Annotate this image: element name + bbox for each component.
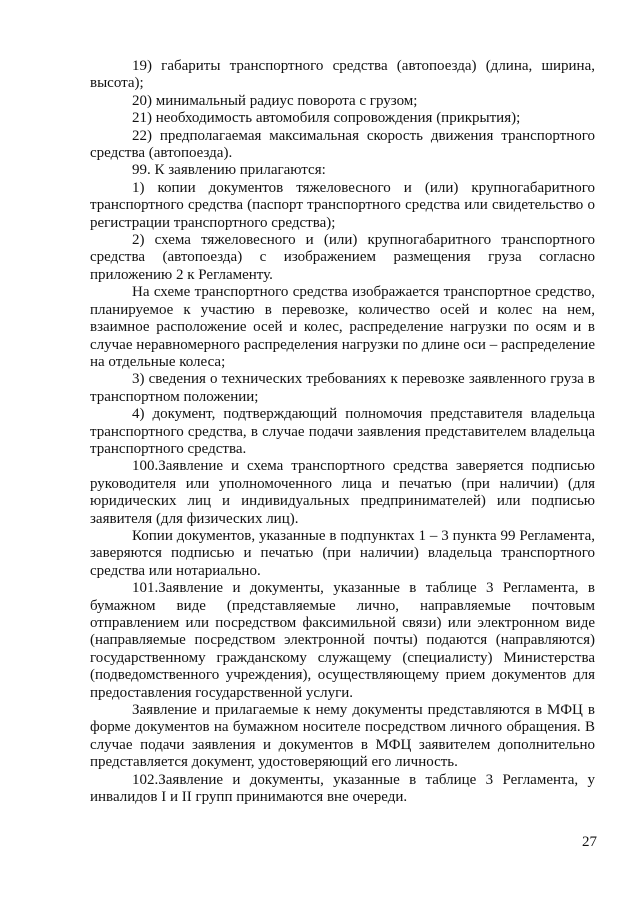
paragraph-attachment-1: 1) копии документов тяжеловесного и (или) крупногабаритного транспортного средства (паспорт транспортного средства или свидетельство о регистрации транспортного средства);	[90, 179, 595, 231]
paragraph-item-20: 20) минимальный радиус поворота с грузом;	[132, 92, 418, 109]
paragraph-scheme-description: На схеме транспортного средства изображается транспортное средство, планируемое к участию в перевозке, количество осей и колес на нем, взаимное расположение осей и колес, распределение нагрузки по осям и в случае неравномерного распределения нагрузки по длине оси – распределение на отдельные колеса;	[90, 284, 595, 370]
paragraph-item-21: 21) необходимость автомобиля сопровождения (прикрытия);	[132, 110, 521, 127]
paragraph-copies-certification: Копии документов, указанные в подпунктах 1 – 3 пункта 99 Регламента, заверяются подписью и печатью (при наличии) владельца транспортного средства или нотариально.	[90, 527, 595, 579]
page-number: 27	[582, 834, 597, 850]
paragraph-attachment-4: 4) документ, подтверждающий полномочия представителя владельца транспортного средства, в случае подачи заявления представителем владельца транспортного средства.	[90, 406, 595, 457]
paragraph-clause-99: 99. К заявлению прилагаются:	[132, 162, 326, 179]
paragraph-mfc-submission: Заявление и прилагаемые к нему документы представляются в МФЦ в форме документов на бумажном носителе посредством личного обращения. В случае подачи заявления и документов в МФЦ заявителем дополнительно представляется документ, удостоверяющий его личность.	[90, 702, 595, 771]
paragraph-clause-100: 100.Заявление и схема транспортного средства заверяется подписью руководителя или уполномоченного лица и печатью (при наличии) (для юридических лиц и индивидуальных предпринимателей) или подписью заявителя (для физических лиц).	[90, 458, 595, 527]
paragraph-item-22: 22) предполагаемая максимальная скорость движения транспортного средства (автопоезда).	[90, 127, 595, 162]
paragraph-clause-102: 102.Заявление и документы, указанные в таблице 3 Регламента, у инвалидов I и II групп принимаются вне очереди.	[90, 771, 595, 806]
paragraph-attachment-2: 2) схема тяжеловесного и (или) крупногабаритного транспортного средства (автопоезда) с изображением размещения груза согласно приложению 2 к Регламенту.	[90, 232, 595, 283]
paragraph-attachment-3: 3) сведения о технических требованиях к перевозке заявленного груза в транспортном положении;	[90, 371, 595, 405]
document-body	[90, 58, 595, 806]
paragraph-clause-101: 101.Заявление и документы, указанные в таблице 3 Регламента, в бумажном виде (представляемые лично, направляемые почтовым отправлением или посредством факсимильной связи) или электронном виде (направляемые посредством электронной почты) подаются (направляются) государственному гражданскому служащему (специалисту) Министерства (подведомственного учреждения), осуществляющему прием документов для предоставления государственной услуги.	[90, 580, 595, 701]
paragraph-item-19: 19) габариты транспортного средства (автопоезда) (длина, ширина, высота);	[90, 58, 595, 92]
